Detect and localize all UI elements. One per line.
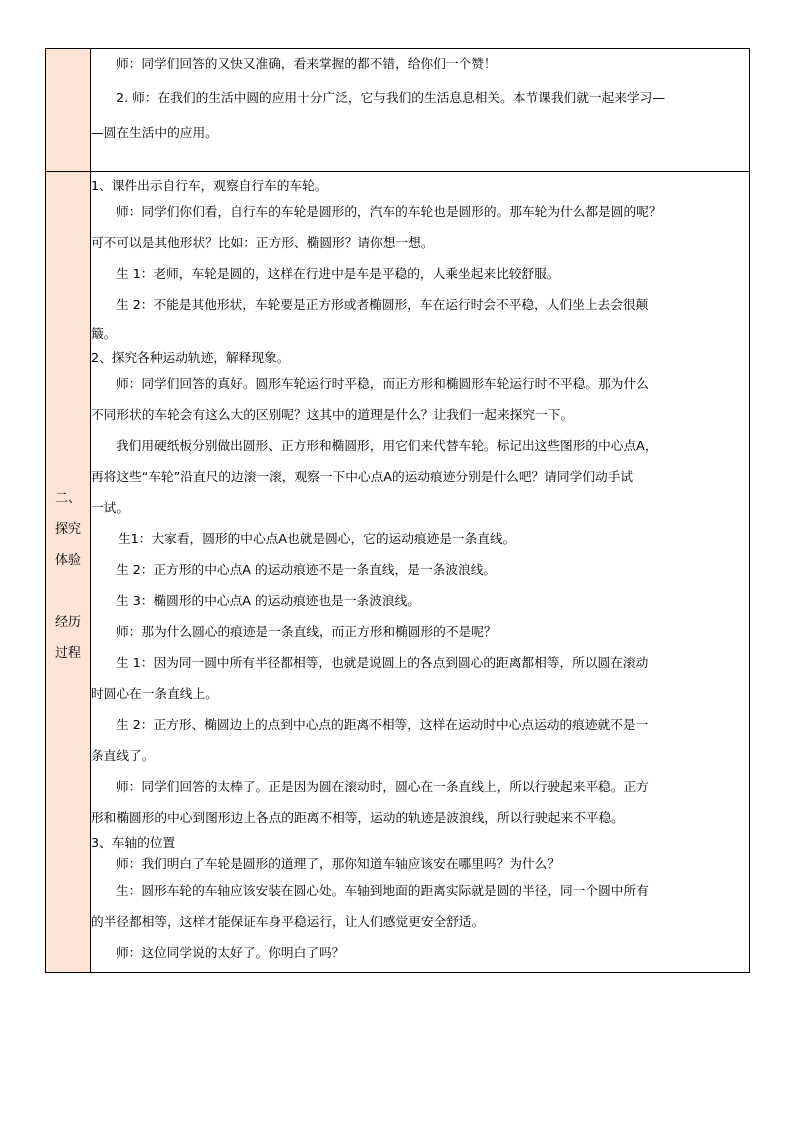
paragraph: 时圆心在一条直线上。 — [91, 686, 218, 701]
paragraph: 簸。 — [91, 326, 117, 341]
section-label — [46, 172, 90, 669]
paragraph: 2. 师：在我们的生活中圆的应用十分广泛，它与我们的生活息息相关。本节课我们就一起来学习— — [116, 90, 666, 105]
table-row — [46, 172, 750, 973]
paragraph: 生 1：因为同一圆中所有半径都相等，也就是说圆上的各点到圆心的距离都相等，所以圆在滚动 — [116, 655, 649, 670]
section-label-cell — [46, 172, 91, 973]
paragraph: 生 3：椭圆形的中心点A 的运动痕迹也是一条波浪线。 — [116, 593, 420, 608]
paragraph: 生 2：不能是其他形状，车轮要是正方形或者椭圆形，车在运行时会不平稳，人们坐上去会很颠 — [116, 297, 649, 312]
paragraph: 师：那为什么圆心的痕迹是一条直线，而正方形和椭圆形的不是呢？ — [116, 624, 497, 639]
paragraph: 形和椭圆形的中心到图形边上各点的距离不相等，运动的轨迹是波浪线，所以行驶起来不平稳。 — [91, 810, 624, 825]
paragraph: 2、探究各种运动轨迹，解释现象。 — [91, 350, 290, 365]
paragraph: 生 1：老师，车轮是圆的，这样在行进中是车是平稳的，人乘坐起来比较舒服。 — [116, 266, 560, 281]
paragraph: 师：同学们回答的又快又准确，看来掌握的都不错，给你们一个赞！ — [116, 56, 497, 71]
paragraph: 一试。 — [91, 500, 130, 515]
paragraph: 生：圆形车轮的车轴应该安装在圆心处。车轴到地面的距离实际就是圆的半径，同一个圆中所有 — [116, 883, 649, 898]
section-title-line: 体验 — [54, 553, 81, 568]
paragraph: 师：同学们你们看，自行车的车轮是圆形的，汽车的车轮也是圆形的。那车轮为什么都是圆的呢？ — [116, 204, 662, 219]
paragraph: 师：我们明白了车轮是圆形的道理了，那你知道车轴应该安在哪里吗？为什么？ — [116, 856, 561, 871]
paragraph: 条直线了。 — [91, 748, 155, 763]
paragraph: 的半径都相等，这样才能保证车身平稳运行，让人们感觉更安全舒适。 — [91, 914, 485, 929]
paragraph: 师：同学们回答的真好。圆形车轮运行时平稳，而正方形和椭圆形车轮运行时不平稳。那为什么 — [116, 376, 649, 391]
paragraph: 再将这些“车轮”沿直尺的边滚一滚，观察一下中心点A的运动痕迹分别是什么吧？请同学们动手试 — [91, 469, 634, 484]
paragraph: 生 2：正方形、椭圆边上的点到中心点的距离不相等，这样在运动时中心点运动的痕迹就不是一 — [116, 717, 649, 732]
paragraph: 不同形状的车轮会有这么大的区别呢？这其中的道理是什么？让我们一起来探究一下。 — [91, 407, 574, 422]
section-title-line: 探究 — [54, 522, 81, 537]
section-title-line: 过程 — [54, 646, 81, 661]
content-cell — [91, 49, 750, 172]
spacer — [46, 576, 90, 607]
paragraph: 1、课件出示自行车，观察自行车的车轮。 — [91, 178, 328, 193]
paragraph: 师：同学们回答的太棒了。正是因为圆在滚动时，圆心在一条直线上，所以行驶起来平稳。正方 — [116, 779, 649, 794]
paragraph: 生 2：正方形的中心点A 的运动痕迹不是一条直线，是一条波浪线。 — [116, 562, 497, 577]
content-cell — [91, 172, 750, 973]
paragraph: 3、车轴的位置 — [91, 835, 176, 850]
paragraph: —圆在生活中的应用。 — [91, 125, 218, 140]
section-title-line: 经历 — [54, 615, 81, 630]
paragraph: 我们用硬纸板分别做出圆形、正方形和椭圆形，用它们来代替车轮。标记出这些图形的中心点A， — [116, 438, 658, 453]
paragraph: 可不可以是其他形状？比如：正方形、椭圆形？请你想一想。 — [91, 235, 434, 250]
section-label-cell — [46, 49, 91, 172]
paragraph: 生1：大家看，圆形的中心点A也就是圆心，它的运动痕迹是一条直线。 — [118, 531, 516, 546]
section-number: 二、 — [54, 491, 81, 506]
table-row — [46, 49, 750, 172]
paragraph: 师：这位同学说的太好了。你明白了吗？ — [116, 945, 345, 960]
lesson-table — [45, 48, 750, 973]
